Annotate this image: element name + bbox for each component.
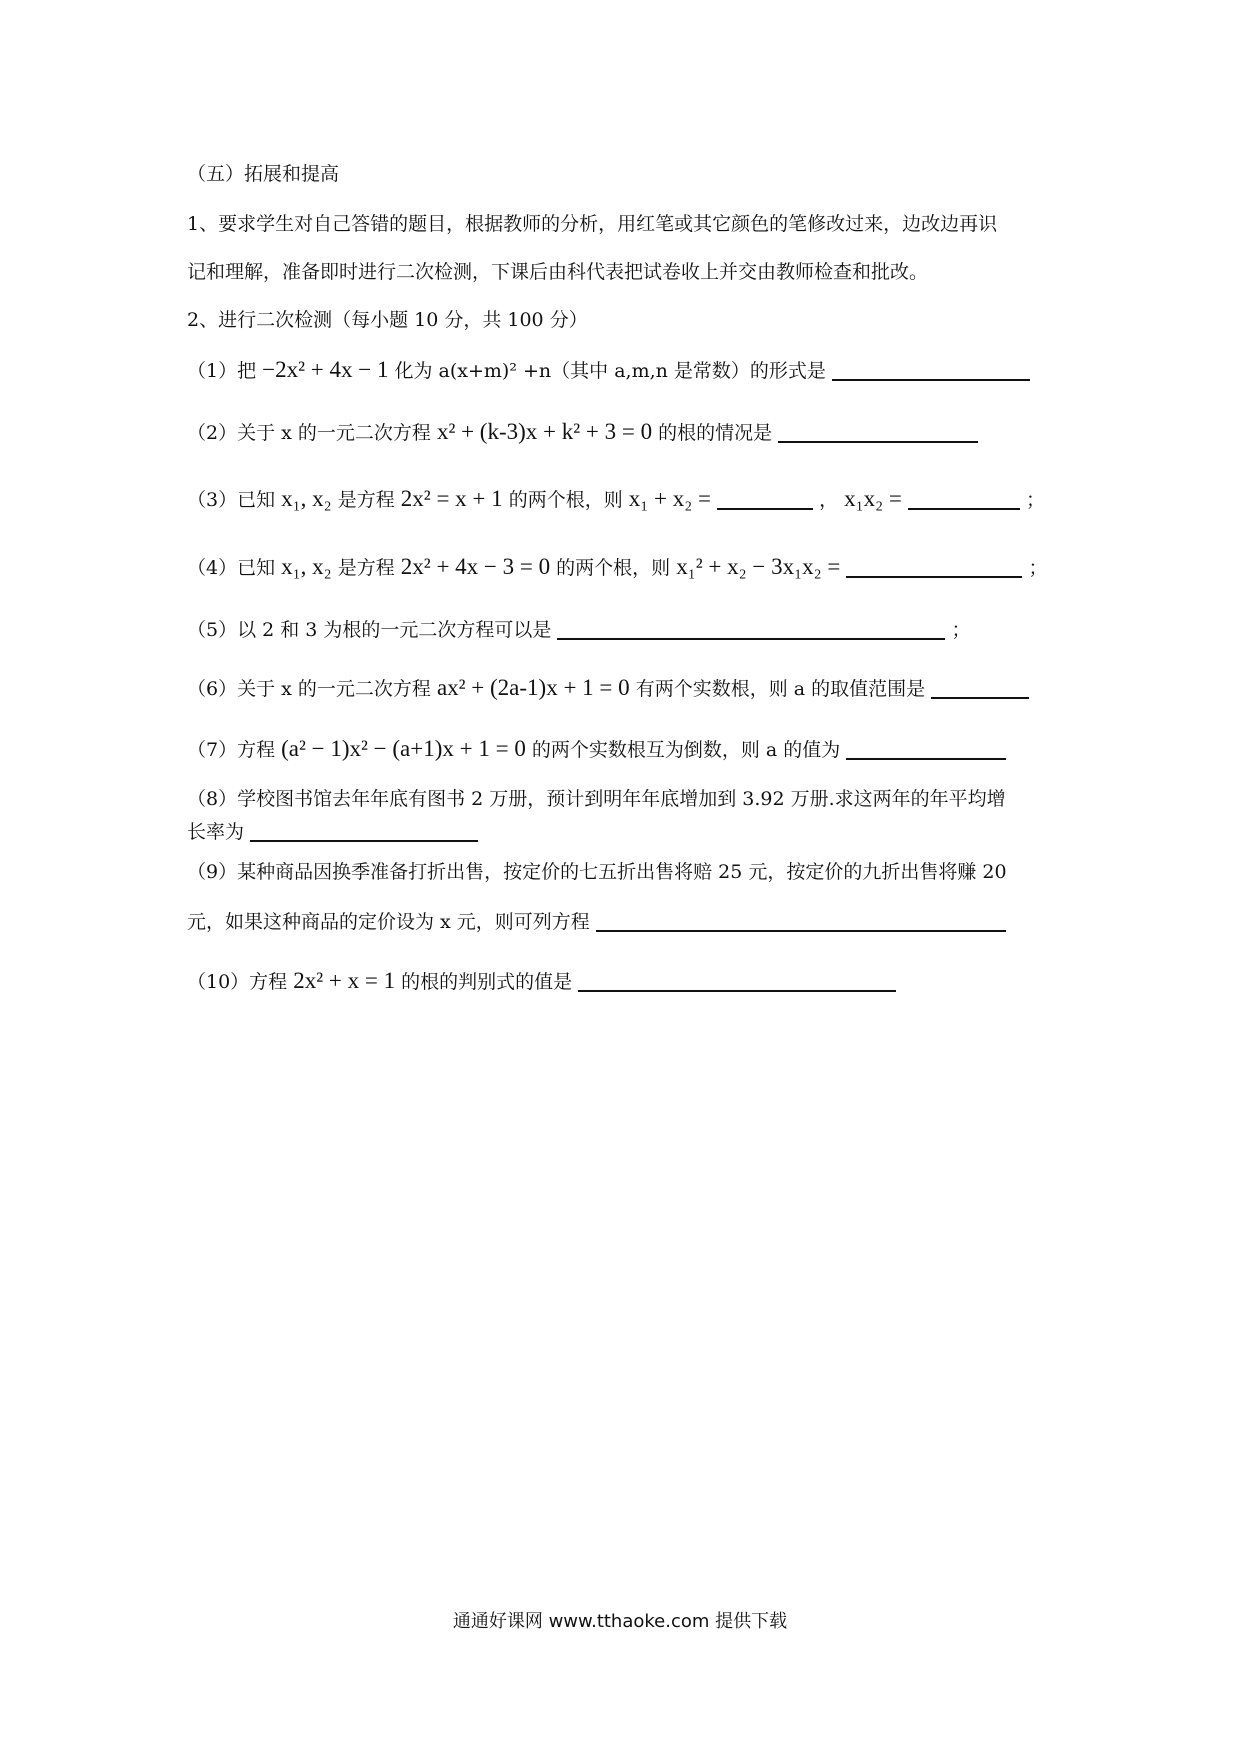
question-6 xyxy=(187,676,1029,701)
question-1-answer-blank[interactable] xyxy=(832,359,1030,381)
question-3-separator: ， xyxy=(819,489,839,511)
question-10 xyxy=(187,969,896,994)
paragraph-1-line-2: 记和理解，准备即时进行二次检测，下课后由科代表把试卷收上并交由教师检查和批改。 xyxy=(187,261,929,283)
question-6-answer-blank[interactable] xyxy=(931,677,1029,699)
question-6-number: （6）关于 x 的一元二次方程 xyxy=(187,678,431,700)
question-3-sum-blank[interactable] xyxy=(717,488,813,510)
question-1 xyxy=(187,358,1030,383)
question-2-text: 的根的情况是 xyxy=(658,422,773,444)
question-9-line-2 xyxy=(187,910,1006,934)
question-3-sum: x₁ + x₂ = xyxy=(628,486,711,511)
question-8-answer-blank[interactable] xyxy=(250,820,478,842)
question-8-line-2 xyxy=(187,820,478,844)
question-4-ask: x₁² + x₂ − 3x₁x₂ = xyxy=(676,554,841,579)
question-7-text: 的两个实数根互为倒数，则 a 的值为 xyxy=(531,739,841,761)
question-7 xyxy=(187,737,1006,762)
question-3-text-b: 的两个根，则 xyxy=(508,489,623,511)
question-4-expression: 2x² + 4x − 3 = 0 xyxy=(400,554,551,579)
question-9-answer-blank[interactable] xyxy=(596,910,1006,932)
question-3-end: ； xyxy=(1026,489,1046,511)
question-3-roots: x₁, x₂ xyxy=(281,486,332,511)
question-3-product: x₁x₂ = xyxy=(844,486,902,511)
question-5-answer-blank[interactable] xyxy=(557,618,945,640)
question-8-line-1: （8）学校图书馆去年年底有图书 2 万册，预计到明年年底增加到 3.92 万册.求这两年的年平均增 xyxy=(187,788,1006,810)
question-2-answer-blank[interactable] xyxy=(778,421,978,443)
question-6-expression: ax² + (2a-1)x + 1 = 0 xyxy=(436,675,630,700)
question-8-text: 长率为 xyxy=(187,821,245,843)
question-10-text: 的根的判别式的值是 xyxy=(401,971,573,993)
question-1-text: 化为 a(x+m)² +n（其中 a,m,n 是常数）的形式是 xyxy=(394,360,826,382)
question-3-expression: 2x² = x + 1 xyxy=(400,486,503,511)
question-5 xyxy=(187,618,971,642)
question-7-answer-blank[interactable] xyxy=(846,738,1006,760)
question-4-end: ； xyxy=(1028,557,1048,579)
question-3-product-blank[interactable] xyxy=(908,488,1020,510)
question-10-expression: 2x² + x = 1 xyxy=(293,968,396,993)
question-4-number: （4）已知 xyxy=(187,557,276,579)
question-4-answer-blank[interactable] xyxy=(846,556,1022,578)
section-title: （五）拓展和提高 xyxy=(187,163,340,185)
question-4-text-b: 的两个根，则 xyxy=(556,557,671,579)
question-6-text: 有两个实数根，则 a 的取值范围是 xyxy=(635,678,926,700)
question-1-number: （1）把 xyxy=(187,360,257,382)
footer-credit: 通通好课网 www.tthaoke.com 提供下载 xyxy=(452,1611,788,1632)
question-1-expression: −2x² + 4x − 1 xyxy=(262,357,389,382)
question-2-number: （2）关于 x 的一元二次方程 xyxy=(187,422,431,444)
question-5-text: （5）以 2 和 3 为根的一元二次方程可以是 xyxy=(187,619,552,641)
question-9-line-1: （9）某种商品因换季准备打折出售，按定价的七五折出售将赔 25 元，按定价的九折出售将赚 20 xyxy=(187,861,1007,883)
paragraph-1-line-1: 1、要求学生对自己答错的题目，根据教师的分析，用红笔或其它颜色的笔修改过来，边改边再识 xyxy=(187,213,998,235)
question-3-text-a: 是方程 xyxy=(337,489,395,511)
question-7-expression: (a² − 1)x² − (a+1)x + 1 = 0 xyxy=(281,736,526,761)
question-3 xyxy=(187,487,1045,512)
question-4-roots: x₁, x₂ xyxy=(281,554,332,579)
paragraph-2: 2、进行二次检测（每小题 10 分，共 100 分） xyxy=(187,309,588,331)
question-4 xyxy=(187,555,1047,580)
question-10-number: （10）方程 xyxy=(187,971,288,993)
question-4-text-a: 是方程 xyxy=(337,557,395,579)
question-2-expression: x² + (k-3)x + k² + 3 = 0 xyxy=(436,419,653,444)
question-10-answer-blank[interactable] xyxy=(578,970,896,992)
question-7-number: （7）方程 xyxy=(187,739,276,761)
question-5-end: ； xyxy=(951,619,971,641)
question-9-text: 元，如果这种商品的定价设为 x 元，则可列方程 xyxy=(187,911,590,933)
question-3-number: （3）已知 xyxy=(187,489,276,511)
question-2 xyxy=(187,420,978,445)
